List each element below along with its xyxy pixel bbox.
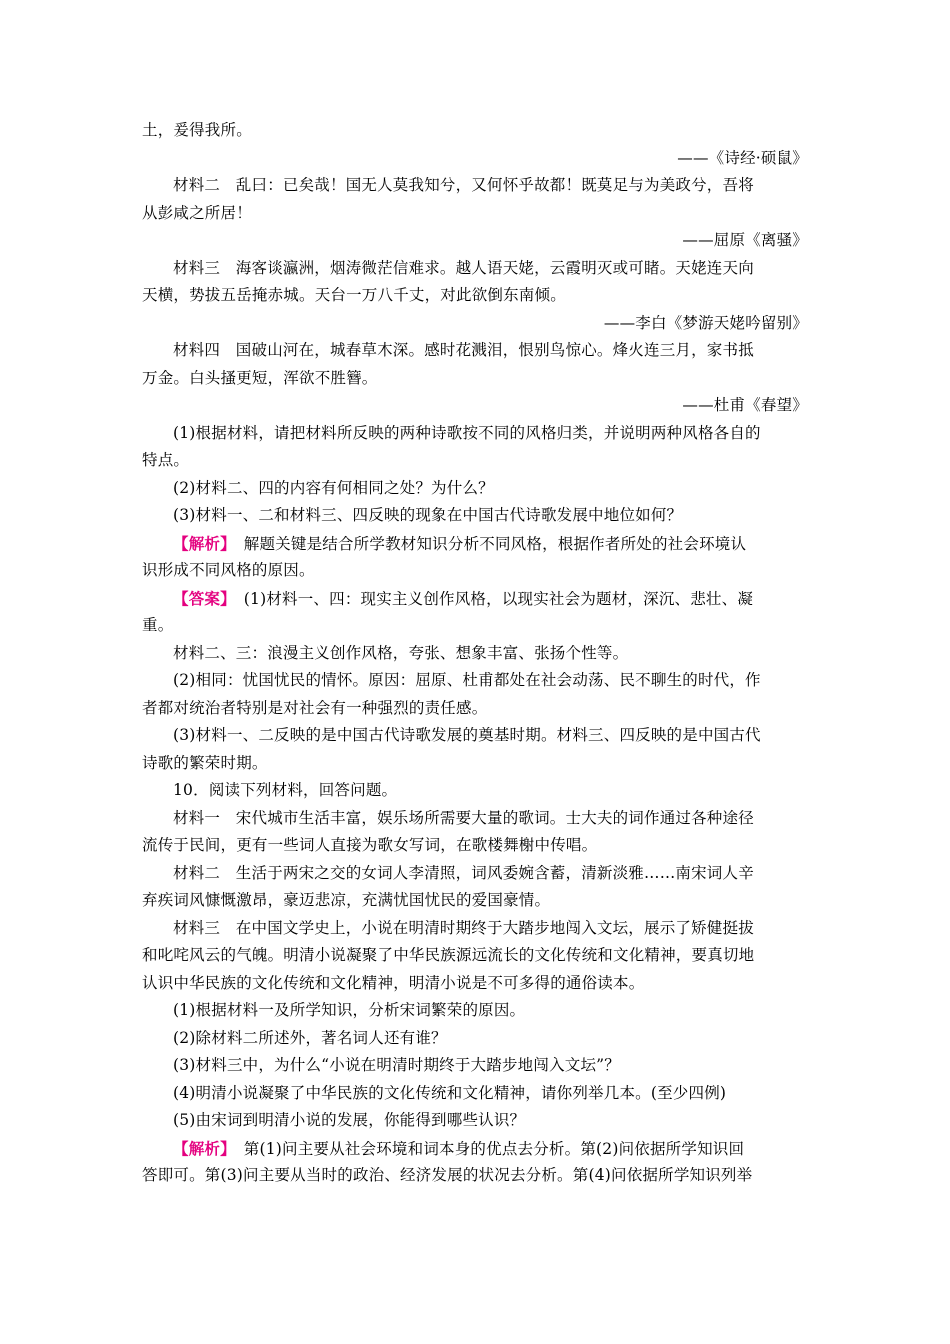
text-line xyxy=(142,832,808,860)
text-line xyxy=(142,447,808,475)
line-text: 材料一 宋代城市生活丰富，娱乐场所需要大量的歌词。士大夫的词作通过各种途径 xyxy=(173,808,754,827)
line-text: (1)根据材料一及所学知识，分析宋词繁荣的原因。 xyxy=(173,1001,526,1019)
line-text: (5)由宋词到明清小说的发展，你能得到哪些认识？ xyxy=(173,1111,526,1129)
text-line xyxy=(142,475,808,503)
line-text: 材料二 乱曰：已矣哉！国无人莫我知兮，又何怀乎故都！既莫足与为美政兮，吾将 xyxy=(173,176,754,194)
text-line xyxy=(142,1107,808,1135)
line-text: 材料三 在中国文学史上，小说在明清时期终于大踏步地闯入文坛，展示了矫健挺拔 xyxy=(173,918,754,937)
text-line xyxy=(142,750,808,778)
line-text: 第(1)问主要从社会环境和词本身的优点去分析。第(2)问依据所学知识回 xyxy=(228,1139,745,1158)
line-text: 材料三 海客谈瀛洲，烟涛微茫信难求。越人语天姥，云霞明灭或可睹。天姥连天向 xyxy=(173,258,754,277)
text-line xyxy=(142,805,808,833)
line-text: 识形成不同风格的原因。 xyxy=(142,561,315,579)
line-text: ——李白《梦游天姥吟留别》 xyxy=(603,313,808,332)
line-text: ——屈原《离骚》 xyxy=(682,231,808,249)
section-tag: 【答案】 xyxy=(173,588,229,608)
line-text: (3)材料一、二反映的是中国古代诗歌发展的奠基时期。材料三、四反映的是中国古代 xyxy=(173,726,761,744)
line-text: 认识中华民族的文化传统和文化精神，明清小说是不可多得的通俗读本。 xyxy=(142,973,645,992)
line-text: (3)材料一、二和材料三、四反映的现象在中国古代诗歌发展中地位如何？ xyxy=(173,506,683,524)
text-line xyxy=(142,557,808,585)
text-line xyxy=(142,997,808,1025)
section-tag: 【解析】 xyxy=(173,533,229,553)
line-text: (2)相同：忧国忧民的情怀。原因：屈原、杜甫都处在社会动荡、民不聊生的时代，作 xyxy=(173,671,761,689)
line-text: 答即可。第(3)问主要从当时的政治、经济发展的状况去分析。第(4)问依据所学知识列举 xyxy=(142,1166,753,1184)
text-line xyxy=(142,337,808,365)
line-text: 万金。白头搔更短，浑欲不胜簪。 xyxy=(142,368,378,387)
text-line xyxy=(142,420,808,448)
text-line xyxy=(142,667,808,695)
text-line xyxy=(142,942,808,970)
text-line xyxy=(142,860,808,888)
text-line xyxy=(142,1052,808,1080)
source-citation xyxy=(142,227,808,255)
text-line xyxy=(142,1135,808,1163)
text-line xyxy=(142,530,808,558)
text-line xyxy=(142,777,808,805)
line-text: 和叱咤风云的气魄。明清小说凝聚了中华民族源远流长的文化传统和文化精神，要真切地 xyxy=(142,946,755,964)
text-line xyxy=(142,585,808,613)
line-text: (2)材料二、四的内容有何相同之处？为什么？ xyxy=(173,478,494,497)
section-tag: 【解析】 xyxy=(173,1138,229,1158)
text-line xyxy=(142,612,808,640)
text-line xyxy=(142,915,808,943)
line-text: 诗歌的繁荣时期。 xyxy=(142,753,268,772)
line-text: ——杜甫《春望》 xyxy=(682,396,808,414)
text-line xyxy=(142,365,808,393)
line-text: 重。 xyxy=(142,616,174,634)
text-line xyxy=(142,1080,808,1108)
source-citation xyxy=(142,310,808,338)
line-text: 土，爰得我所。 xyxy=(142,121,252,139)
line-text: (1)根据材料，请把材料所反映的两种诗歌按不同的风格归类，并说明两种风格各自的 xyxy=(173,423,761,442)
line-text: 材料四 国破山河在，城春草木深。感时花溅泪，恨别鸟惊心。烽火连三月，家书抵 xyxy=(173,341,754,359)
line-text: ——《诗经·硕鼠》 xyxy=(677,148,808,167)
text-line xyxy=(142,887,808,915)
text-line xyxy=(142,722,808,750)
text-line xyxy=(142,640,808,668)
text-line xyxy=(142,200,808,228)
source-citation xyxy=(142,392,808,420)
line-text: 弃疾词风慷慨激昂，豪迈悲凉，充满忧国忧民的爱国豪情。 xyxy=(142,891,551,909)
text-line xyxy=(142,1025,808,1053)
line-text: 材料二 生活于两宋之交的女词人李清照，词风委婉含蓄，清新淡雅……南宋词人辛 xyxy=(173,863,754,882)
text-line xyxy=(142,172,808,200)
text-line xyxy=(142,117,808,145)
document-body xyxy=(142,117,808,1190)
line-text: 特点。 xyxy=(142,451,190,469)
line-text: 天横，势拔五岳掩赤城。天台一万八千丈，对此欲倒东南倾。 xyxy=(142,286,566,304)
line-text: (3)材料三中，为什么“小说在明清时期终于大踏步地闯入文坛”？ xyxy=(173,1056,621,1074)
text-line xyxy=(142,1162,808,1190)
line-text: (1)材料一、四：现实主义创作风格，以现实社会为题材，深沉、悲壮、凝 xyxy=(228,589,754,608)
line-text: (2)除材料二所述外，著名词人还有谁？ xyxy=(173,1028,447,1047)
line-text: 10．阅读下列材料，回答问题。 xyxy=(173,781,398,799)
line-text: 解题关键是结合所学教材知识分析不同风格，根据作者所处的社会环境认 xyxy=(228,534,747,553)
line-text: 材料二、三：浪漫主义创作风格，夸张、想象丰富、张扬个性等。 xyxy=(173,643,629,662)
line-text: (4)明清小说凝聚了中华民族的文化传统和文化精神，请你列举几本。(至少四例) xyxy=(173,1083,727,1102)
line-text: 流传于民间，更有一些词人直接为歌女写词，在歌楼舞榭中传唱。 xyxy=(142,836,598,854)
text-line xyxy=(142,282,808,310)
text-line xyxy=(142,695,808,723)
line-text: 者都对统治者特别是对社会有一种强烈的责任感。 xyxy=(142,698,488,717)
source-citation xyxy=(142,145,808,173)
text-line xyxy=(142,502,808,530)
line-text: 从彭咸之所居！ xyxy=(142,203,252,222)
text-line xyxy=(142,970,808,998)
text-line xyxy=(142,255,808,283)
